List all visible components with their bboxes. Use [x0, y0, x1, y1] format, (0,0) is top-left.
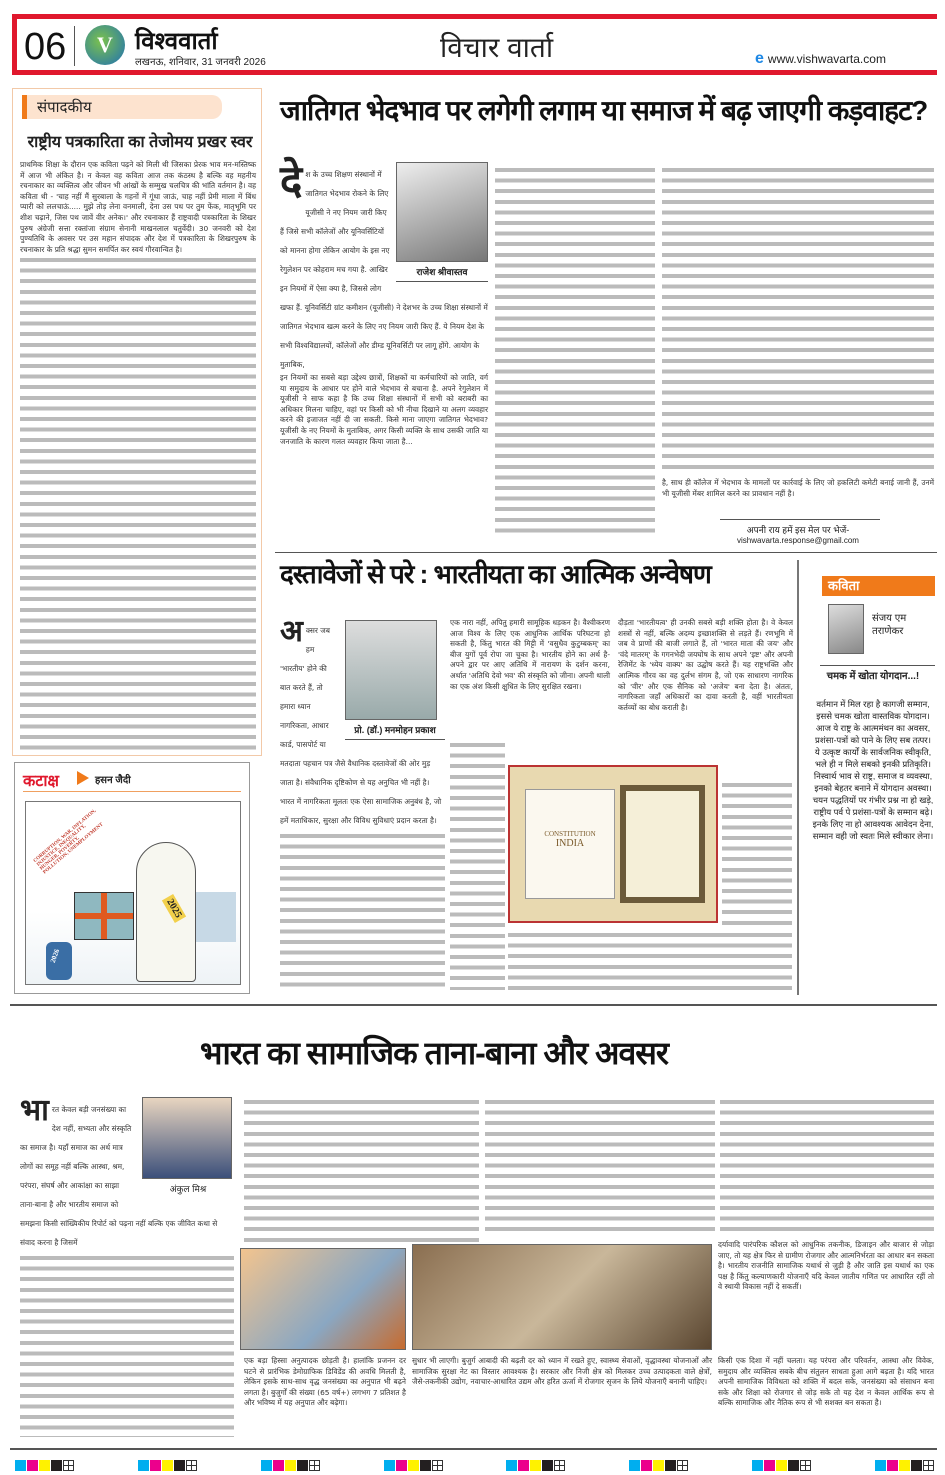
article3-col3-ending: सुधार भी लाएगी। बुजुर्ग आबादी की बढ़ती दर को ध्यान में रखते हुए, स्वास्थ्य सेवाओं, वृद्धावस्था योजनाओं और सामाजिक सुरक्षा नेट का विस्तार आवश्यक है। सरकार और निजी क्षेत्र को मिलकर उच्च उत्पादकता वाले क्षेत्रों, जैसे-तकनीकी उद्योग, नवाचार-आधारित उद्यम और हरित ऊर्जा में रोजगार सृजन के लिये योजनाएँ बनानी चाहिए। — [412, 1356, 712, 1387]
color-chip — [408, 1460, 419, 1471]
color-chip — [629, 1460, 640, 1471]
book-left-page: CONSTITUTION INDIA — [525, 789, 615, 899]
author-name: राजेश श्रीवास्तव — [416, 267, 468, 277]
color-bar — [15, 1456, 75, 1475]
color-chip — [138, 1460, 149, 1471]
poet-photo — [828, 604, 864, 654]
article1-ending: है, साथ ही कॉलेज में भेदभाव के मामलों पर कार्रवाई के लिए जो हकलिटी कमेटी बनाई जानी हैं, उनमें भी यूजीसी मेंबर शामिल करने का प्रावधान नहीं है। — [662, 478, 934, 498]
author-name: प्रो. (डॉ.) मनमोहन प्रकाश — [354, 725, 436, 735]
masthead-rule — [12, 70, 937, 75]
dropcap: भा — [20, 1094, 49, 1127]
color-chip — [641, 1460, 652, 1471]
registration-cross-icon — [309, 1460, 320, 1471]
feedback-label: अपनी राय हमें इस मेल पर भेजें- — [746, 525, 850, 535]
color-chip — [162, 1460, 173, 1471]
registration-cross-icon — [63, 1460, 74, 1471]
color-chip — [39, 1460, 50, 1471]
color-chip — [776, 1460, 787, 1471]
color-chip — [27, 1460, 38, 1471]
article3-col1 — [20, 1094, 234, 1437]
color-chip — [542, 1460, 553, 1471]
constitution-photo — [508, 765, 718, 923]
author-block — [142, 1097, 234, 1195]
color-chip — [384, 1460, 395, 1471]
potter-photo — [412, 1244, 712, 1350]
color-chip — [285, 1460, 296, 1471]
registration-cross-icon — [677, 1460, 688, 1471]
editorial-title: राष्ट्रीय पत्रकारिता का तेजोमय प्रखर स्वर — [27, 134, 253, 151]
color-bar — [384, 1456, 444, 1475]
article3-headline: भारत का सामाजिक ताना-बाना और अवसर — [200, 1035, 669, 1071]
registration-cross-icon — [800, 1460, 811, 1471]
color-chip — [887, 1460, 898, 1471]
new-year-sash: 2026 — [48, 948, 62, 964]
color-chip — [530, 1460, 541, 1471]
article2-col1 — [280, 615, 445, 990]
article2-col3-ending — [508, 930, 792, 990]
arrow-icon — [77, 771, 89, 785]
dropcap: दे — [280, 159, 303, 205]
color-bar — [261, 1456, 321, 1475]
color-chip — [752, 1460, 763, 1471]
article2-col2-continued — [450, 740, 505, 990]
brand-name: विश्ववार्ता — [135, 28, 218, 55]
article1-col2 — [495, 165, 655, 535]
cartoonist-name: हसन जैदी — [95, 775, 131, 786]
author-photo — [345, 620, 437, 720]
article3-col1-continued — [20, 1253, 234, 1437]
color-chip — [261, 1460, 272, 1471]
color-chip — [665, 1460, 676, 1471]
brand-logo-icon: V — [85, 25, 125, 65]
registration-cross-icon — [186, 1460, 197, 1471]
editorial-body: प्राथमिक शिक्षा के दौरान एक कविता पढ़ने को मिली थी जिसका प्रेरक भाव मन-मस्तिष्क में आज भी अंकित है। न केवल वह कविता आज तक कंठस्थ है बल्कि वह महनीय रचनाकार का व्यक्तित्व और जीवन भी आंखों के सम्मुख चलचित्र की भांति वर्तमान है। वह कविता थी - 'चाह नहीं मैं सुरबाला के गहनों में गूंथा जाऊं, चाह नहीं प्रेमी माला में बिंध प्यारी को ललचाऊं..... मुझे तोड़ लेना वनमाली, देना उस पथ पर तुम फेंक, मातृभूमि पर शीश चढ़ाने, जिस पथ जावें वीर अनेक।' और रचनाकार हैं राष्ट्रवादी पत्रकारिता के शिखर पुरुष अंग्रेजी सत्ता रक्तांजा संग्राम सेनानी माखनलाल चतुर्वेदी। 30 जनवरी को देश पुण्यतिथि के अवसर पर उस महान संपादक और देश में पत्रकारिता के शिखरपुरुष के रचनाकार के प्रति श्रद्धा सुमन समर्पित कर स्वयं गौरवान्वित है। — [20, 160, 256, 254]
color-chip — [788, 1460, 799, 1471]
color-chip — [653, 1460, 664, 1471]
print-registration-marks — [15, 1456, 935, 1475]
dropcap: अ — [280, 615, 303, 648]
author-photo — [142, 1097, 232, 1179]
old-year-sash: 2025 — [162, 894, 186, 923]
article3-intro: रत केवल बड़ी जनसंख्या का देश नहीं, सभ्यता और संस्कृति का समाज है। यहाँ समाज का अर्थ मात्र लोगों का समूह नहीं बल्कि आस्था, श्रम, परंपरा, संघर्ष और आकांक्षा का साझा ताना-बाना है और भारतीय समाज को समझना किसी सांख्यिकीय रिपोर्ट को पढ़ना नहीं बल्कि एक जीवित कथा से संवाद करना है जिसमें — [20, 1105, 218, 1247]
buildings — [196, 892, 236, 942]
color-chip — [396, 1460, 407, 1471]
article3-col2-ending: एक बड़ा हिस्सा अनुत्पादक छोड़ती है। हालांकि प्रजनन दर घटने से प्रारंभिक डेमोग्राफिक डिविडेंड की अवधि मिलती है, लेकिन इसके साथ-साथ वृद्ध जनसंख्या का अनुपात भी बढ़ने लगता है। बुजुर्गों की संख्या (65 वर्ष+) लगभग 7 प्रतिशत है और भविष्य में यह अनुपात और बढ़ेगा। — [244, 1356, 406, 1408]
color-bar — [506, 1456, 566, 1475]
page-number: 06 — [24, 26, 67, 68]
color-chip — [15, 1460, 26, 1471]
author-block — [396, 162, 488, 282]
color-chip — [51, 1460, 62, 1471]
article1-intro: श के उच्च शिक्षण संस्थानों में जातिगत भेदभाव रोकने के लिए यूजीसी ने नए नियम जारी किए हैं जिसे सभी कॉलेजों और यूनिवर्सिटियों को मानना होगा लेकिन आयोग के इस नए रेगुलेशन पर कोहराम मच गया है. आखिर इन नियमों में ऐसा क्या है, जिससे लोग खफा हैं. यूनिवर्सिटी ग्रांट कमीशन (यूजीसी) ने देशभर के उच्च शिक्षा संस्थानों में जातिगत भेदभाव खत्म करने के लिए नए नियम जारी किए हैं. ये नियम देश के सभी विश्वविद्यालयों, कॉलेजों और डीम्ड यूनिवर्सिटी पर लागू होंगे. आयोग के मुताबिक, — [280, 170, 488, 369]
color-chip — [420, 1460, 431, 1471]
poem-body: वर्तमान में मिल रहा है कागजी सम्मान, इससे चमक खोता वास्तविक योगदान। आज ये राष्ट्र के आत्ममंथन का अवसर, प्रशंसा-पत्रों को पाने के लिए सब तत्पर। ये उत्कृष्ट कार्यों के सार्वजनिक स्वीकृति, भले ही न मिले सबको इनकी प्रतिकृति। निस्वार्थ भाव से राष्ट्र, समाज व व्यवस्था, इनको बेहतर बनाने में योगदान अवस्था। चयन पद्धतियों पर गंभीर प्रश्न ना हो खड़े, राष्ट्रीय पर्व पे प्रशंसा-पत्रों के सम्मान बढ़े। इनके लिए ना हो आवश्यक आवेदन देना, सम्मान वही जो स्वतः मिले स्वीकार लेना। — [812, 699, 934, 841]
article2-col1-continued — [280, 831, 445, 990]
website-link[interactable] — [755, 50, 886, 68]
article1-col1 — [280, 159, 488, 534]
feedback-email[interactable]: vishwavarta.response@gmail.com — [737, 536, 859, 545]
poem-tag: कविता — [822, 576, 935, 596]
edition-date: लखनऊ, शनिवार, 31 जनवरी 2026 — [135, 57, 266, 68]
book-right-page — [620, 785, 705, 903]
divider — [74, 26, 75, 66]
article1-body: इन नियमों का सबसे बड़ा उद्देश्य छात्रों, शिक्षकों या कर्मचारियों को जाति, वर्ग या समुदाय के आधार पर होने वाले भेदभाव से बचाना है. अपने रेगुलेशन में यूजीसी ने साफ कहा है कि उच्च शिक्षा संस्थानों में सभी को बराबरी का अधिकार मिलना चाहिए, वहां पर किसी को भी नीचा दिखाने या अलग व्यवहार करने की इजाजत नहीं दी जा सकती. किसे माना जाएगा जातिगत भेदभाव? यूजीसी के नए नियमों के मुताबिक, अगर किसी व्यक्ति के साथ उसकी जाति या जनजाति के कारण गलत व्यवहार किया जाता है... — [280, 373, 488, 446]
cartoon-tag: कटाक्ष — [23, 773, 59, 790]
article2-col2: एक नारा नहीं, अपितु हमारी सामूहिक धड़कन है। वैश्वीकरण आज विश्व के लिए एक आधुनिक आर्थिक परिघटना हो सकती है, किंतु भारत की मिट्टी में 'वसुधैव कुटुम्बकम्' का बीज युगों पूर्व रोपा जा चुका है। भारतीय होने का अर्थ है-अपने द्वार पर आए अतिथि में नारायण के दर्शन करना, अर्थात 'अतिथि देवो भव' की संस्कृति को जीना। अपनी थाली का एक अंश किसी क्षुधित के लिए सुरक्षित रखना। — [450, 618, 610, 691]
registration-cross-icon — [554, 1460, 565, 1471]
browser-icon: e — [755, 50, 764, 67]
poet-name: संजय एम तराणेकर — [872, 613, 907, 637]
cartoon-box — [14, 762, 250, 994]
article2-intro: क्सर जब हम 'भारतीय' होने की बात करते हैं, तो हमारा ध्यान नागरिकता, आधार कार्ड, पासपोर्ट या मतदाता पहचान पत्र जैसे वैधानिक दस्तावेजों की ओर मुड़ जाता है। संवैधानिक दृष्टिकोण से यह अनुचित भी नहीं है। भारत में नागरिकता मूलतः एक ऐसा सामाजिक अनुबंध है, जो हमें मताधिकार, सुरक्षा और विविध सुविधाएं प्रदान करता है। — [280, 626, 442, 825]
cartoon-gift-label: CORRUPTION, WAR, INFLATION, INJUSTICE, INEQUALITY, HUNGER, POVERTY, POLLUTION, UNEMPLOYMENT — [32, 808, 105, 876]
article1-col3 — [662, 165, 934, 475]
color-chip — [150, 1460, 161, 1471]
carpenter-photo — [240, 1248, 406, 1350]
poem-title: चमक में खोता योगदान...! — [826, 671, 920, 682]
article3-col3 — [485, 1097, 715, 1237]
article3-col4-text: दर्यावादि पारंपरिक कौशल को आधुनिक तकनीक, डिजाइन और बाजार से जोड़ा जाए, तो यह क्षेत्र फिर से ग्रामीण रोजगार और आत्मनिर्भरता का आधार बन सकता है। भारतीय राजनीति सामाजिक यथार्थ से जुड़ी है और जाति इस यथार्थ का एक पक्ष है किंतु कल्याणकारी योजनाएँ यदि केवल जातीय गणित पर आधारित रहीं तो वे स्थायी विकास नहीं दे सकतीं। — [718, 1240, 934, 1292]
author-photo — [396, 162, 488, 262]
color-chip — [273, 1460, 284, 1471]
color-chip — [506, 1460, 517, 1471]
article2-col3: दौड़ता 'भारतीयत्व' ही उनकी सबसे बड़ी शक्ति होता है। वे केवल शस्त्रों से नहीं, बल्कि अदम्य इच्छाशक्ति से लड़ते हैं। रणभूमि में जब वे प्राणों की बाजी लगाते हैं, तो 'भारत माता की जय' और 'वंदे मातरम्' के गगनभेदी जयघोष के साथ अपने 'इष्ट' और अपनी रेजिमेंट के 'ध्येय वाक्य' का उद्घोष करते हैं। यह राष्ट्रभक्ति और आत्मिक गौरव का वह दुर्लभ संगम है, जो एक साधारण नागरिक को 'वीर' और एक सैनिक को 'अजेय' बना देता है। अंततः, नागरिकता जहाँ अधिकारों का दावा करती है, वहीं भारतीयता कर्तव्यों का बोध कराती है। — [618, 618, 793, 712]
gift-box — [74, 892, 134, 940]
color-chip — [911, 1460, 922, 1471]
cartoon-illustration — [25, 801, 241, 985]
color-bar — [875, 1456, 935, 1475]
article3-col2 — [244, 1097, 479, 1242]
color-chip — [875, 1460, 886, 1471]
registration-cross-icon — [432, 1460, 443, 1471]
color-chip — [174, 1460, 185, 1471]
article3-col4 — [720, 1097, 934, 1235]
color-bar — [752, 1456, 812, 1475]
article3-col4-ending: किसी एक दिशा में नहीं चलता। यह परंपरा और परिवर्तन, आस्था और विवेक, समुदाय और व्यक्तित्व सबके बीच संतुलन साधता हुआ आगे बढ़ता है। यदि भारत अपनी सामाजिक विविधता को शक्ति में बदल सके, जनसंख्या को संसाधन बना सके और शिक्षा को रोजगार से जोड़ सके तो यह देश न केवल आर्थिक रूप से बल्कि सामाजिक और नैतिक रूप से भी सशक्त बन सकता है। — [718, 1356, 934, 1408]
color-chip — [899, 1460, 910, 1471]
old-man-figure — [136, 842, 196, 982]
author-block — [345, 620, 445, 740]
website-url[interactable]: www.vishwavarta.com — [767, 52, 886, 66]
author-name: अंकुल मिश्र — [169, 1184, 207, 1194]
article2-headline: दस्तावेजों से परे : भारतीयता का आत्मिक अन्वेषण — [280, 559, 711, 589]
registration-cross-icon — [923, 1460, 934, 1471]
editorial-column — [20, 160, 256, 750]
color-chip — [297, 1460, 308, 1471]
article2-col3-continued — [722, 780, 792, 925]
color-bar — [629, 1456, 689, 1475]
section-title: विचार वार्ता — [440, 32, 554, 63]
editorial-tag: संपादकीय — [22, 95, 222, 119]
color-bar — [138, 1456, 198, 1475]
color-chip — [518, 1460, 529, 1471]
article1-headline: जातिगत भेदभाव पर लगेगी लगाम या समाज में बढ़ जाएगी कड़वाहट? — [280, 95, 928, 126]
editorial-body-continued — [20, 255, 256, 750]
color-chip — [764, 1460, 775, 1471]
